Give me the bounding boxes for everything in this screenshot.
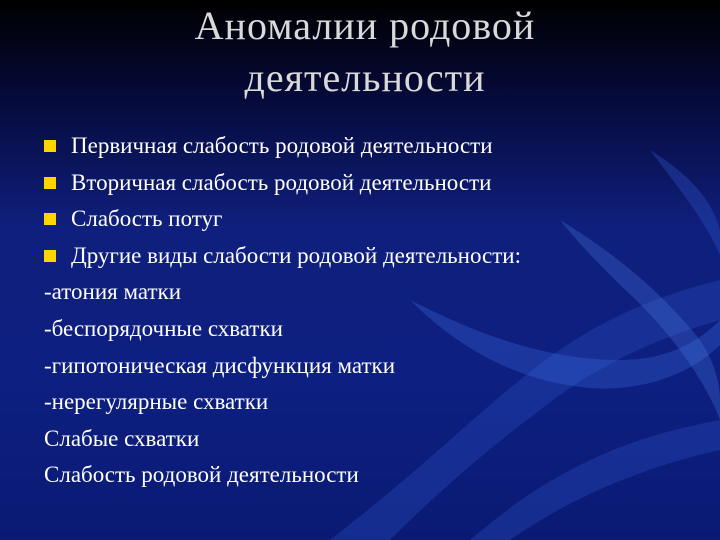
slide-content [44,128,704,494]
bullet-text: Первичная слабость родовой деятельности [71,133,493,158]
text-line: Слабые схватки [44,425,200,451]
square-bullet-icon [44,140,56,152]
slide-title-line-1: Аномалии родовой [194,3,536,48]
bullet-item [44,201,704,238]
text-line: Слабость родовой деятельности [44,462,359,488]
text-line: -беспорядочные схватки [44,315,283,341]
bullet-text: Слабость потуг [71,206,223,232]
text-line: -атония матки [44,279,182,305]
text-line: -гипотоническая дисфункция матки [44,352,395,378]
bullet-text: Другие виды слабости родовой деятельности: [71,242,522,268]
square-bullet-icon [44,213,56,225]
text-line: -нерегулярные схватки [44,389,269,415]
square-bullet-icon [44,250,56,262]
bullet-item [44,128,704,165]
bullet-text: Вторичная слабость родовой деятельности [71,169,492,195]
square-bullet-icon [44,177,56,189]
bullet-item [44,238,704,275]
bullet-item [44,165,704,202]
slide-title [0,0,720,104]
slide-title-line-2: деятельности [244,55,486,100]
